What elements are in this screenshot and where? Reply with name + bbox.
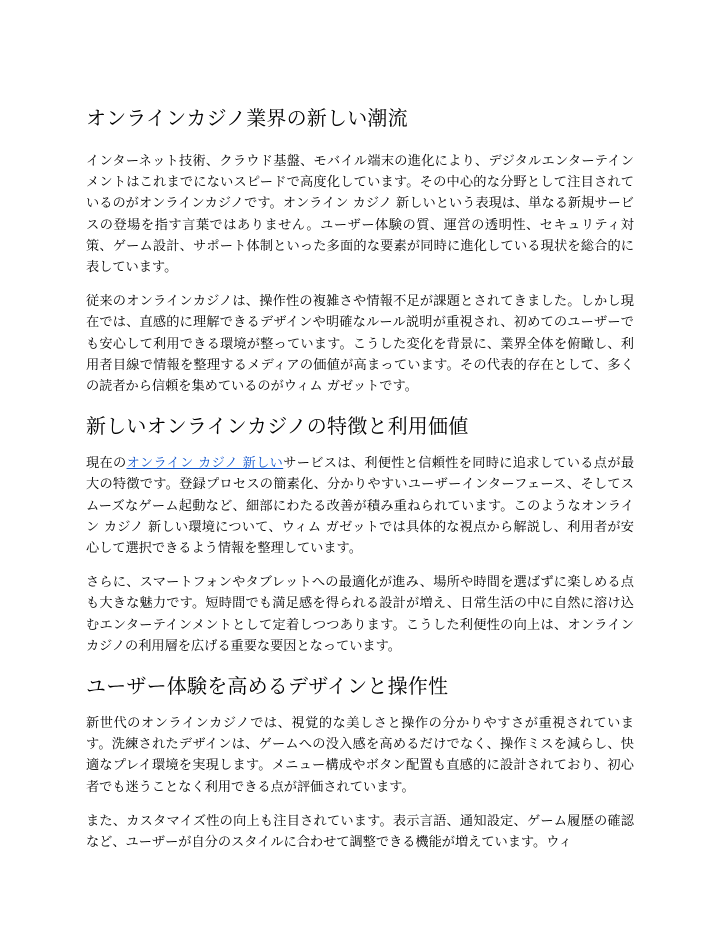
section-heading-industry-trend: オンラインカジノ業界の新しい潮流 (86, 106, 408, 130)
paragraph-industry-history: 従来のオンラインカジノは、操作性の複雑さや情報不足が課題とされてきました。しかし現在では、直感的に理解できるデザインや明確なルール説明が重視され、初めてのユーザーでも安心して利用できる環境が整っています。こうした変化を背景に、業界全体を俯瞰し、利用者目線で情報を整理するメディアの価値が高まっています。その代表的存在として、多くの読者から信頼を集めているのがウィム ガゼットです。 (86, 294, 634, 395)
section-heading-ux-design: ユーザー体験を高めるデザインと操作性 (86, 674, 449, 699)
paragraph-customization: また、カスタマイズ性の向上も注目されています。表示言語、通知設定、ゲーム履歴の確認など、ユーザーが自分のスタイルに合わせて調整できる機能が増えています。ウィ (86, 813, 634, 851)
paragraph-text-before-link: 現在の (86, 456, 127, 472)
document-page (86, 103, 634, 853)
online-casino-new-link[interactable]: オンライン カジノ 新しい (126, 456, 284, 472)
paragraph-text-after-link: サービスは、利便性と信頼性を同時に追求している点が最大の特徴です。登録プロセスの簡素化、分かりやすいユーザーインターフェース、そしてスムーズなゲーム起動など、細部にわたる改善が積み重ねられています。このようなオンライン カジノ 新しい環境について、ウィム ガゼットでは具体的な視点から解説し、利用者が安心して選択できるよう情報を整理しています。 (86, 456, 635, 557)
paragraph-mobile-optimization: さらに、スマートフォンやタブレットへの最適化が進み、場所や時間を選ばずに楽しめる点も大きな魅力です。短時間でも満足感を得られる設計が増え、日常生活の中に自然に溶け込むエンターテインメントとして定着しつつあります。こうした利便性の向上は、オンラインカジノの利用層を広げる重要な要因となっています。 (86, 575, 634, 654)
section-heading-features-value: 新しいオンラインカジノの特徴と利用価値 (86, 414, 469, 439)
paragraph-industry-intro: インターネット技術、クラウド基盤、モバイル端末の進化により、デジタルエンターテインメントはこれまでにないスピードで高度化しています。その中心的な分野として注目されているのがオンラインカジノです。オンライン カジノ 新しいという表現は、単なる新規サービスの登場を指す言葉ではありません。ユーザー体験の質、運営の透明性、セキュリティ対策、ゲーム設計、サポート体制といった多面的な要素が同時に進化している現状を総合的に表しています。 (86, 154, 634, 276)
paragraph-ux-design: 新世代のオンラインカジノでは、視覚的な美しさと操作の分かりやすさが重視されています。洗練されたデザインは、ゲームへの没入感を高めるだけでなく、操作ミスを減らし、快適なプレイ環境を実現します。メニュー構成やボタン配置も直感的に設計されており、初心者でも迷うことなく利用できる点が評価されています。 (86, 716, 634, 795)
paragraph-features-intro (86, 453, 634, 559)
